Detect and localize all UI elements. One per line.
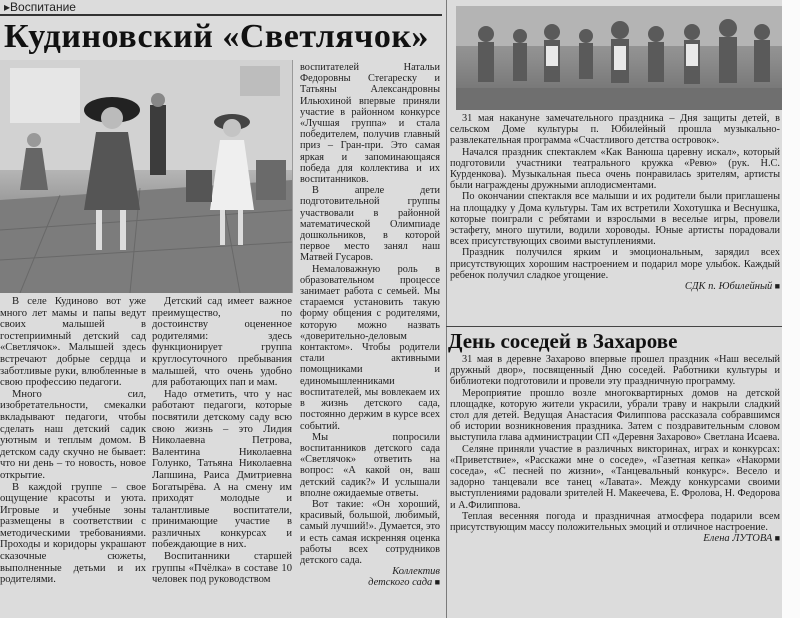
paragraph: Теплая весенняя погода и праздничная атмосфера подарили всем присутствующим массу положительных эмоций и отличное настроение.: [450, 510, 780, 534]
paragraph: Вот такие: «Он хороший, красивый, большой, любимый, самый лучший!». Думается, это и есть самая искренняя оценка работы всех сотрудников детского сада.: [300, 498, 440, 566]
paragraph: Мероприятие прошло возле многоквартирных домов на детской площадке, которую жители украсили, убрали траву и накрыли сладкий стол для детей. Ведущая Анастасия Филиппова рассказала собравшимся об истории возникновения праздника. Затем с поздравительным словом выступила глава администрации СП «Деревня Захарово» Светлана Исаева.: [450, 387, 780, 444]
photo-children-group: [456, 6, 782, 110]
paragraph: Детский сад имеет важное преимущество, по достоинству оцененное родителями: здесь функционирует группа круглосуточного пребывания малышей, что очень удобно для работающих пап и мам.: [152, 296, 292, 389]
page-margin: [782, 0, 800, 618]
article2-body: [450, 113, 780, 292]
signature-line: детского сада ■: [300, 577, 440, 588]
paragraph: Воспитанники старшей группы «Пчёлка» в составе 10 человек под руководством: [152, 551, 292, 586]
photo-group-scene: [456, 6, 782, 110]
paragraph: В апреле дети подготовительной группы участвовали в районной математической Олимпиаде дошкольников, в которой первое место занял наш Матвей Гусаров.: [300, 185, 440, 264]
signature-line: Коллектив: [392, 566, 440, 578]
article1-column-3: [300, 62, 440, 589]
article2-signature: СДК п. Юбилейный ■: [450, 281, 780, 292]
photo-children-kindergarten: [0, 60, 293, 293]
section-label: ▸ Воспитание: [4, 0, 76, 14]
article1-signature: [300, 566, 440, 588]
paragraph: 31 мая накануне замечательного праздника – Дня защиты детей, в сельском Доме культуры п. Юбилейный прошла музыкально-развлекательная программа «Счастливого детства островок».: [450, 113, 780, 147]
column-separator: [446, 0, 447, 618]
article1-column-1: [0, 296, 146, 586]
paragraph: Селяне приняли участие в различных викторинах, играх и конкурсах: «Приветствие», «Расскажи мне о соседе», «Газетная кепка» «Накорми соседа», «С песней по жизни», «Танцевальный конкурс». Весело и задорно танцевали все танец «Лавата». Между конкурсами своими выступлениями радовали зрителей Н. Макеечева, Е. Фролова, Н. Федорова и А.Филиппова.: [450, 443, 780, 511]
paragraph: Немаловажную роль в образовательном процессе занимает работа с семьей. Мы стараемся установить такую форму общения с родителями, которую можно назвать «доверительно-деловым контактом». Чтобы родители стали активными помощниками и единомышленниками воспитателей, мы вовлекаем их в жизнь детского сада, постоянно держим в курсе всех событий.: [300, 263, 440, 432]
article-divider: [446, 326, 782, 327]
paragraph: воспитателей Натальи Федоровны Стегареску и Татьяны Александровны Ильюхиной впервые приняли участие в районном конкурсе «Лучшая группа» и стала победителем, получив главный приз – Гран-при. Это самая яркая и запоминающаяся победа для коллектива и их воспитанников.: [300, 62, 440, 186]
article3-signature: Елена ЛУТОВА ■: [450, 533, 780, 544]
article1-column-2: [152, 296, 292, 586]
article1-headline: Кудиновский «Светлячок»: [4, 18, 429, 55]
paragraph: Начался праздник спектаклем «Как Ванюша царевну искал», который подготовили участники театрального кружка «Ревю» (рук. Н.С. Курденкова). Музыкальная пьеса очень понравилась зрителям, артисты были награждены дружными аплодисментами.: [450, 146, 780, 192]
photo-scene: [0, 60, 292, 293]
paragraph: Мы попросили воспитанников детского сада «Светлячок» ответить на вопрос: «А какой он, ваш детский садик?» И услышали вполне ожидаемые ответы.: [300, 431, 440, 499]
paragraph: Много сил, изобретательности, смекалки вкладывают педагоги, чтобы сделать наш детский садик уютным и теплым домом. В детском саду скучно не бывает: что ни день – то новость, новое открытие.: [0, 388, 146, 481]
paragraph: 31 мая в деревне Захарово впервые прошел праздник «Наш веселый дружный двор», посвященный Дню соседей. Работники культуры и библиотеки подготовили и провели эту праздничную программу.: [450, 354, 780, 388]
paragraph: Праздник получился ярким и эмоциональным, зарядил всех присутствующих хорошим настроением и подарил море улыбок. Каждый ребенок получил сладкое угощение.: [450, 247, 780, 281]
paragraph: В каждой группе – свое ощущение красоты и уюта. Игровые и учебные зоны размещены в соответствии с методическими требованиями. Проходы и коридоры украшают сказочные сюжеты, выполненные детьми и их родителями.: [0, 481, 146, 586]
paragraph: Надо отметить, что у нас работают педагоги, которые посвятили детскому саду всю свою жизнь – это Лидия Николаевна Петрова, Валентина Николаевна Голунко, Татьяна Николаевна Лапшина, Раиса Дмитриевна Богатырёва. А на смену им приходят молодые и талантливые воспитатели, принимающие участие в различных конкурсах и побеждающие в них.: [152, 388, 292, 551]
article3-body: [450, 354, 780, 544]
paragraph: В селе Кудиново вот уже много лет мамы и папы ведут своих малышей в гостеприимный детский сад «Светлячок». Малышей здесь встречают добрые сердца и заботливые руки, влюбленные в свою профессию педагоги.: [0, 296, 146, 389]
section-rule: [0, 14, 442, 16]
article3-headline: День соседей в Захарове: [448, 329, 678, 353]
paragraph: По окончании спектакля все малыши и их родители были приглашены на площадку у Дома культуры. Там их встретили Хохотушка и Веснушка, которые поиграли с ребятами и взрослыми в веселые игры, провели эстафету, много шутили, водили хороводы. Юные артисты порадовали всех присутствующих своими выступлениями.: [450, 191, 780, 248]
